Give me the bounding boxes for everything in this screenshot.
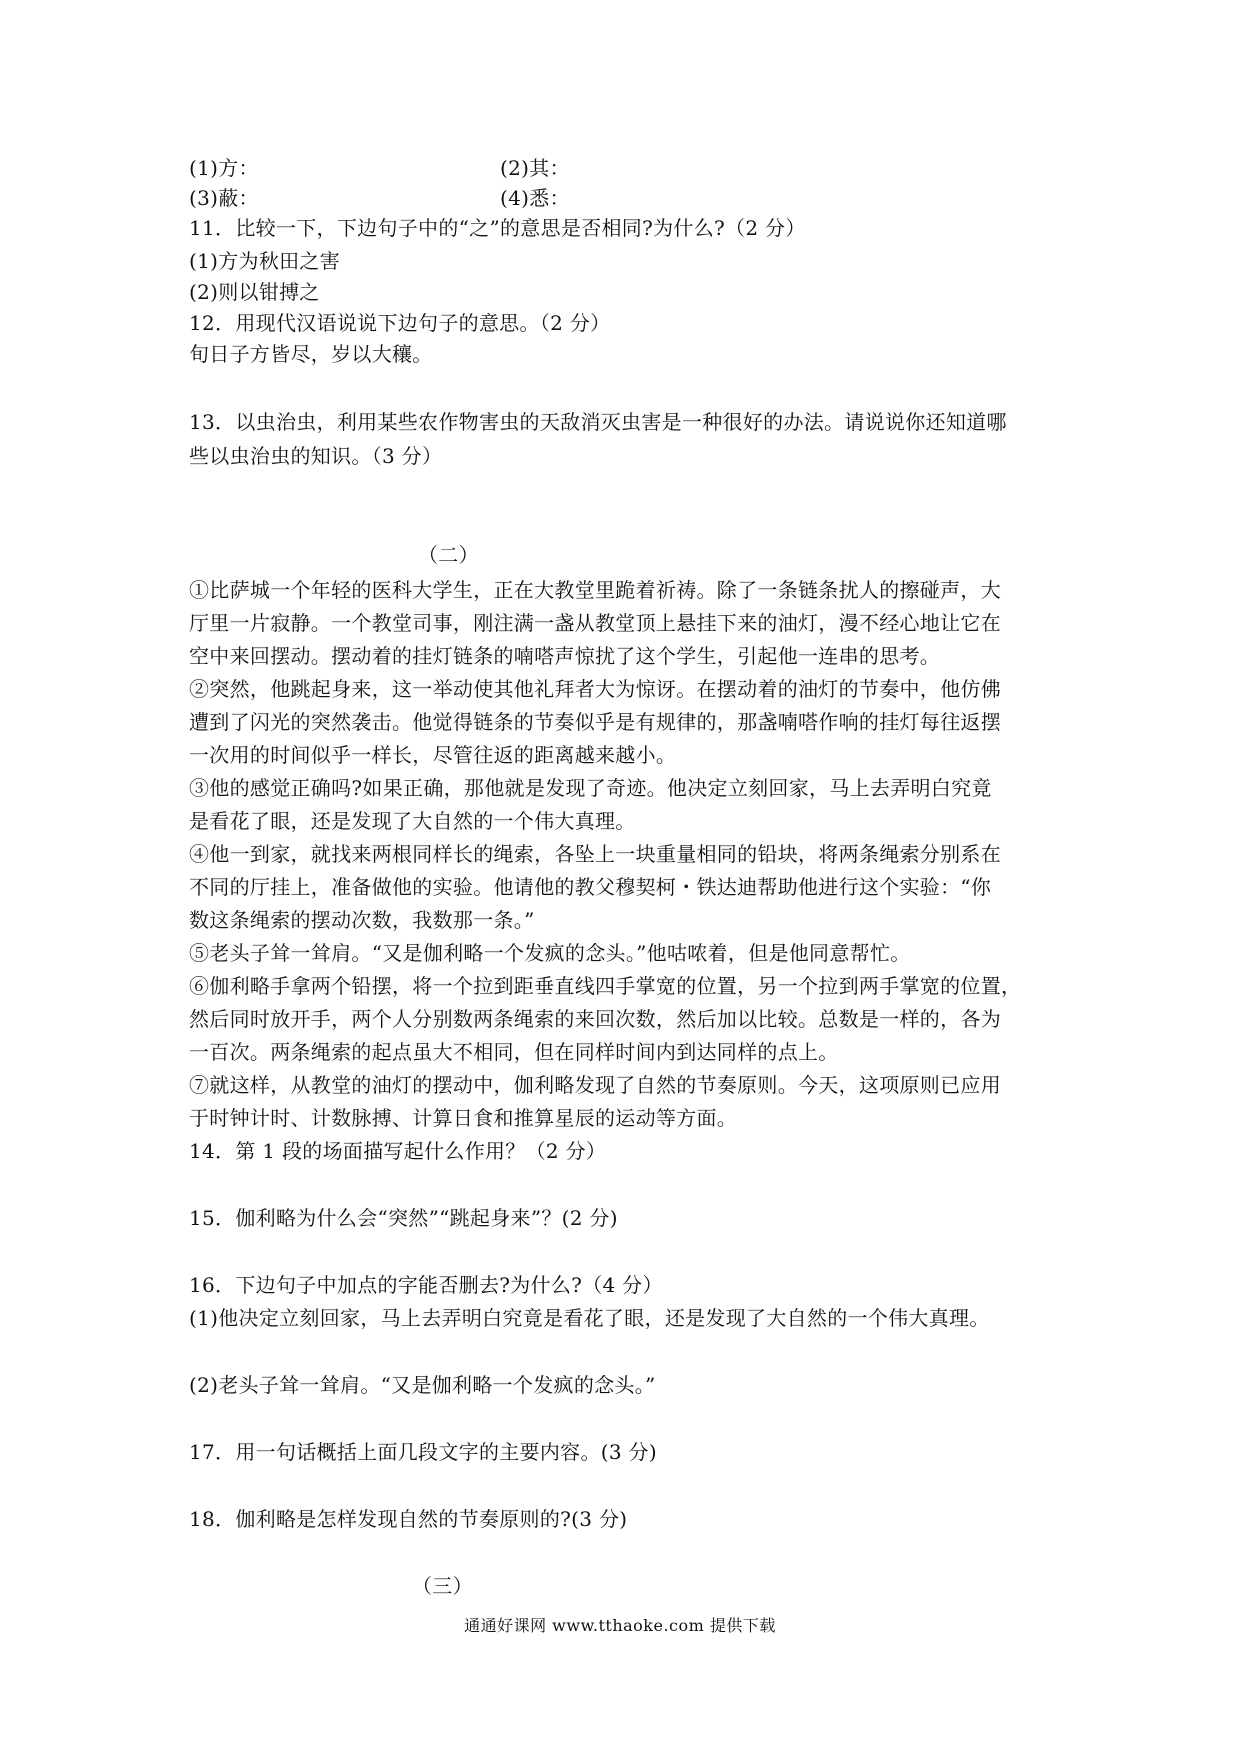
q16-sentence-1: (1)他决定立刻回家，马上去弄明白究竟是看花了眼，还是发现了大自然的一个伟大真理。	[189, 1306, 990, 1330]
passage-line: ⑥伽利略手拿两个铅摆，将一个拉到距垂直线四手掌宽的位置，另一个拉到两手掌宽的位置，	[189, 974, 1022, 998]
q17-prompt: 17．用一句话概括上面几段文字的主要内容。(3 分)	[189, 1440, 657, 1464]
page-footer: 通通好课网 www.tthaoke.com 提供下载	[464, 1616, 776, 1635]
q14-prompt: 14．第 1 段的场面描写起什么作用？（2 分）	[189, 1139, 607, 1163]
q16-prompt: 16．下边句子中加点的字能否删去?为什么?（4 分）	[189, 1273, 663, 1297]
passage-line: ⑤老头子耸一耸肩。“又是伽利略一个发疯的念头。”他咕哝着，但是他同意帮忙。	[189, 941, 911, 965]
q15-prompt: 15．伽利略为什么会“突然”“跳起身来”？(2 分)	[189, 1206, 618, 1230]
passage-line: 一次用的时间似乎一样长，尽管往返的距离越来越小。	[189, 743, 677, 767]
passage-line: 于时钟计时、计数脉搏、计算日食和推算星辰的运动等方面。	[189, 1106, 738, 1130]
passage-line: 不同的厅挂上，准备做他的实验。他请他的教父穆契柯・铁达迪帮助他进行这个实验：“你	[189, 875, 992, 899]
q11-sentence-2: (2)则以钳搏之	[189, 280, 320, 304]
section-3-heading: （三）	[412, 1574, 473, 1598]
q10-item-2: (2)其：	[500, 156, 570, 180]
q18-prompt: 18．伽利略是怎样发现自然的节奏原则的?(3 分)	[189, 1507, 628, 1531]
q12-sentence: 旬日子方皆尽，岁以大穰。	[189, 342, 433, 366]
passage-line: 一百次。两条绳索的起点虽大不相同，但在同样时间内到达同样的点上。	[189, 1040, 839, 1064]
q11-sentence-1: (1)方为秋田之害	[189, 249, 341, 273]
q16-sentence-2: (2)老头子耸一耸肩。“又是伽利略一个发疯的念头。”	[189, 1373, 656, 1397]
passage-line: 是看花了眼，还是发现了大自然的一个伟大真理。	[189, 809, 636, 833]
passage-line: ⑦就这样，从教堂的油灯的摆动中，伽利略发现了自然的节奏原则。今天，这项原则已应用	[189, 1073, 1001, 1097]
passage-line: ①比萨城一个年轻的医科大学生，正在大教堂里跪着祈祷。除了一条链条扰人的擦碰声，大	[189, 578, 1001, 602]
passage-line: ④他一到家，就找来两根同样长的绳索，各坠上一块重量相同的铅块，将两条绳索分别系在	[189, 842, 1001, 866]
passage-line: ③他的感觉正确吗?如果正确，那他就是发现了奇迹。他决定立刻回家，马上去弄明白究竟	[189, 776, 992, 800]
passage-line: 空中来回摆动。摆动着的挂灯链条的喃嗒声惊扰了这个学生，引起他一连串的思考。	[189, 644, 941, 668]
q11-prompt: 11．比较一下，下边句子中的“之”的意思是否相同?为什么?（2 分）	[189, 216, 806, 240]
section-2-heading: （二）	[418, 543, 479, 567]
q13-line-1: 13．以虫治虫，利用某些农作物害虫的天敌消灭虫害是一种很好的办法。请说说你还知道哪	[189, 410, 1007, 434]
passage-line: 然后同时放开手，两个人分别数两条绳索的来回次数，然后加以比较。总数是一样的，各为	[189, 1007, 1001, 1031]
q10-item-4: (4)悉：	[500, 186, 570, 210]
q10-item-3: (3)蔽：	[189, 186, 259, 210]
q12-prompt: 12．用现代汉语说说下边句子的意思。（2 分）	[189, 311, 611, 335]
passage-line: 厅里一片寂静。一个教堂司事，刚注满一盏从教堂顶上悬挂下来的油灯，漫不经心地让它在	[189, 611, 1001, 635]
passage-line: 数这条绳索的摆动次数，我数那一条。”	[189, 908, 535, 932]
q13-line-2: 些以虫治虫的知识。（3 分）	[189, 444, 443, 468]
q10-item-1: (1)方：	[189, 156, 259, 180]
passage-line: 遭到了闪光的突然袭击。他觉得链条的节奏似乎是有规律的，那盏喃嗒作响的挂灯每往返摆	[189, 710, 1001, 734]
passage-line: ②突然，他跳起身来，这一举动使其他礼拜者大为惊讶。在摆动着的油灯的节奏中，他仿佛	[189, 677, 1001, 701]
